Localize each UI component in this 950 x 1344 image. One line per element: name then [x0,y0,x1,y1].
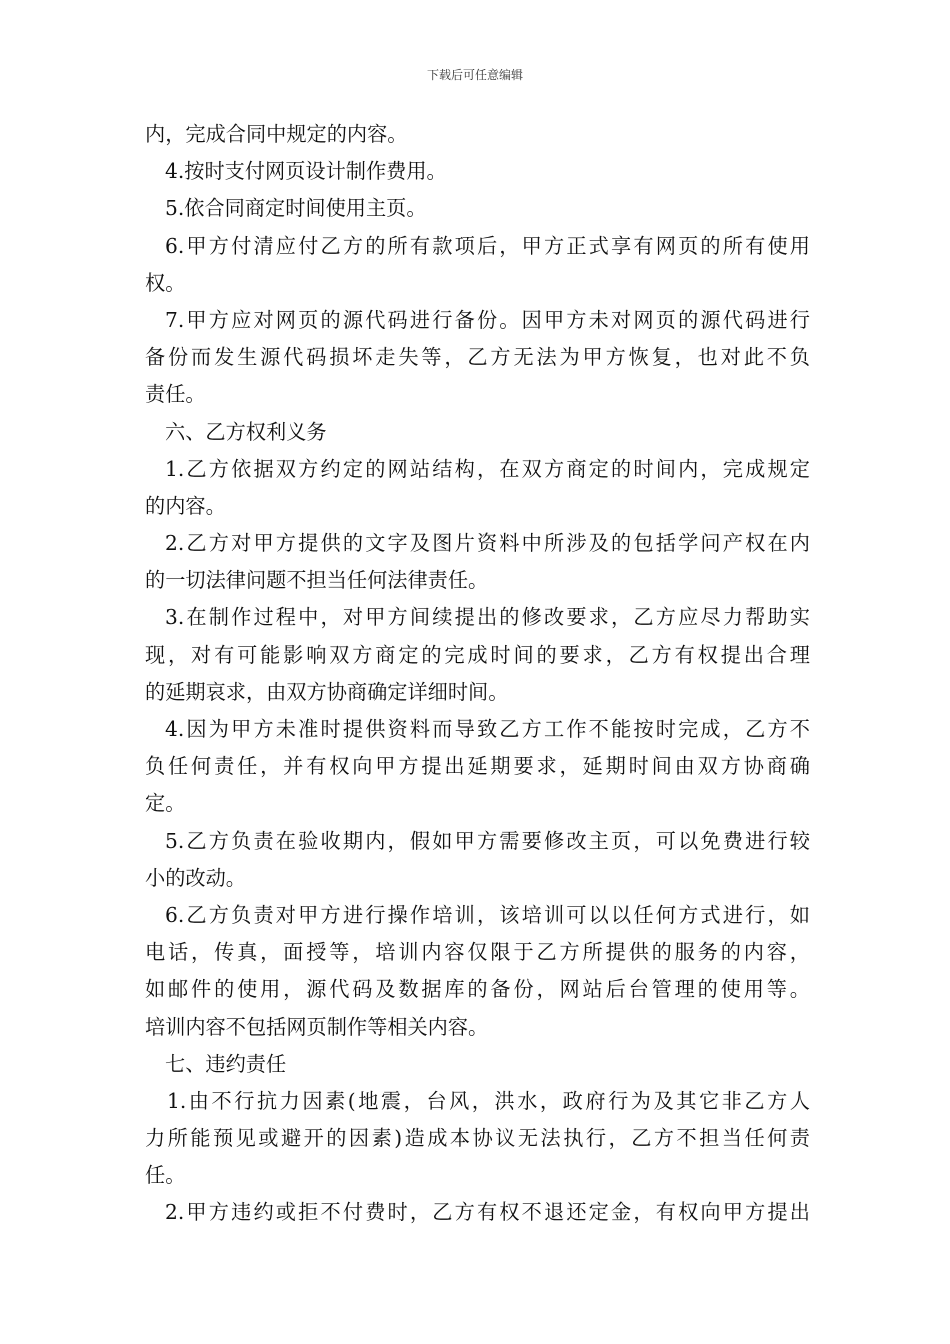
paragraph-line: 2.甲方违约或拒不付费时，乙方有权不退还定金，有权向甲方提出 [165,1200,810,1225]
paragraph-line: 定。 [145,791,186,816]
paragraph-line: 5.乙方负责在验收期内，假如甲方需要修改主页，可以免费进行较 [165,828,810,853]
paragraph-line: 小的改动。 [145,865,246,890]
paragraph-line: 1.乙方依据双方约定的网站结构，在双方商定的时间内，完成规定 [165,456,810,481]
paragraph-line: 负任何责任，并有权向甲方提出延期要求，延期时间由双方协商确 [145,754,810,779]
paragraph-line: 1.由不行抗力因素(地震，台风，洪水，政府行为及其它非乙方人 [167,1088,810,1113]
paragraph-line: 备份而发生源代码损坏走失等，乙方无法为甲方恢复，也对此不负 [145,345,810,370]
paragraph-line: 六、乙方权利义务 [165,419,327,444]
paragraph-line: 现，对有可能影响双方商定的完成时间的要求，乙方有权提出合理 [145,642,810,667]
paragraph-line: 任。 [145,1163,186,1188]
paragraph-line: 如邮件的使用，源代码及数据库的备份，网站后台管理的使用等。 [145,977,810,1002]
paragraph-line: 内，完成合同中规定的内容。 [145,122,408,146]
paragraph-line: 权。 [145,270,186,295]
paragraph-line: 力所能预见或避开的因素)造成本协议无法执行，乙方不担当任何责 [145,1126,810,1151]
paragraph-line: 3.在制作过程中，对甲方间续提出的修改要求，乙方应尽力帮助实 [165,605,810,630]
document-body [145,116,810,1232]
paragraph-line: 6.甲方付清应付乙方的所有款项后，甲方正式享有网页的所有使用 [165,233,810,258]
paragraph-line: 4.因为甲方未准时提供资料而导致乙方工作不能按时完成，乙方不 [165,717,810,741]
paragraph-line: 七、违约责任 [165,1051,287,1076]
paragraph-line: 培训内容不包括网页制作等相关内容。 [145,1014,489,1039]
paragraph-line: 5.依合同商定时间使用主页。 [165,196,427,221]
paragraph-line: 电话，传真，面授等，培训内容仅限于乙方所提供的服务的内容， [145,940,810,965]
paragraph-line: 7.甲方应对网页的源代码进行备份。因甲方未对网页的源代码进行 [165,307,810,332]
paragraph-line: 4.按时支付网页设计制作费用。 [165,159,447,184]
paragraph-line: 的延期哀求，由双方协商确定详细时间。 [145,679,509,704]
paragraph-line: 的内容。 [145,493,226,518]
paragraph-line: 责任。 [145,382,206,407]
paragraph-line: 的一切法律问题不担当任何法律责任。 [145,568,489,593]
page-header: 下载后可任意编辑 [426,68,523,82]
paragraph-line: 2.乙方对甲方提供的文字及图片资料中所涉及的包括学问产权在内 [165,531,810,556]
paragraph-line: 6.乙方负责对甲方进行操作培训，该培训可以以任何方式进行，如 [165,902,810,927]
